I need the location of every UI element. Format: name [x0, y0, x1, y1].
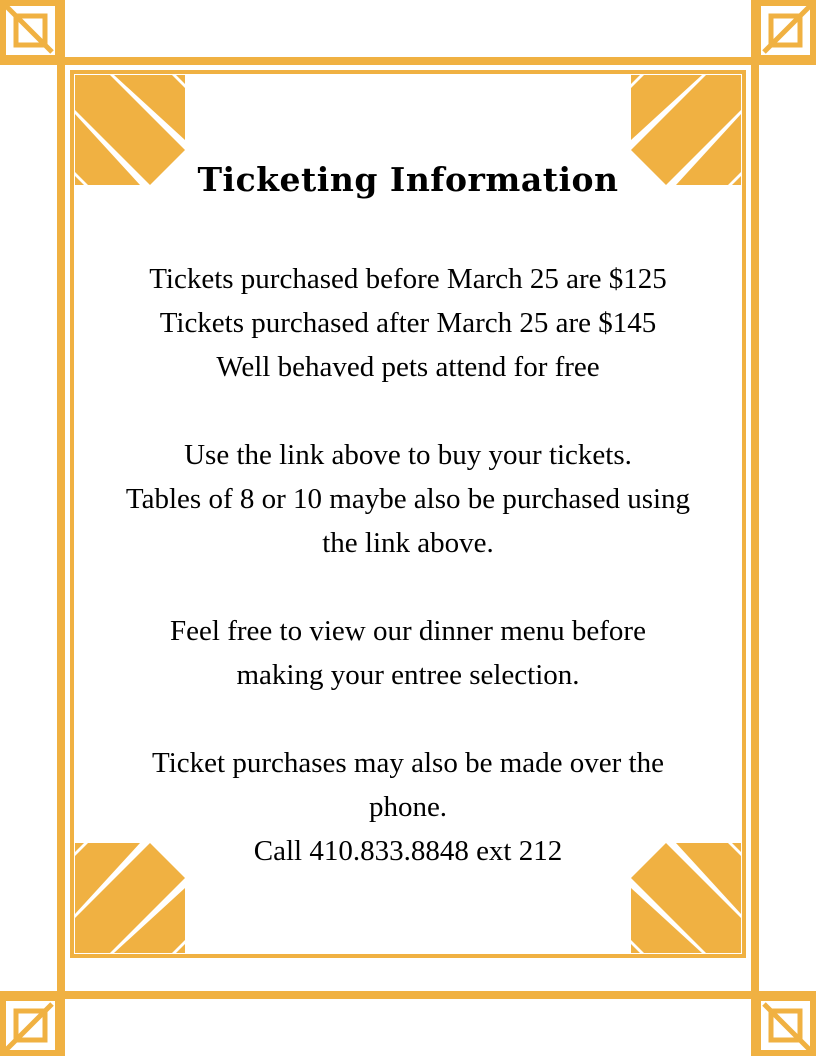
ticket-info-content	[70, 150, 746, 873]
dinner-menu-paragraph	[70, 609, 746, 697]
text-line: the link above.	[322, 527, 494, 559]
corner-square-icon	[758, 998, 813, 1053]
pricing-paragraph	[70, 257, 746, 389]
text-line: Ticket purchases may also be made over the	[152, 747, 664, 779]
text-line: Feel free to view our dinner menu before	[170, 615, 646, 647]
corner-square-icon	[3, 998, 58, 1053]
text-line: Well behaved pets attend for free	[216, 351, 600, 383]
text-line: making your entree selection.	[236, 659, 580, 691]
text-line: Tickets purchased after March 25 are $145	[159, 307, 657, 339]
text-line: Tables of 8 or 10 maybe also be purchased using	[125, 483, 691, 515]
purchase-link-paragraph	[70, 433, 746, 565]
text-line: Use the link above to buy your tickets.	[184, 439, 632, 471]
text-line: Tickets purchased before March 25 are $125	[149, 263, 667, 295]
text-line: phone.	[368, 791, 448, 823]
corner-square-icon	[758, 3, 813, 58]
page-title: Ticketing Information	[197, 160, 619, 199]
corner-square-icon	[3, 3, 58, 58]
phone-number: Call 410.833.8848 ext 212	[253, 835, 563, 867]
phone-purchase-paragraph	[70, 741, 746, 873]
